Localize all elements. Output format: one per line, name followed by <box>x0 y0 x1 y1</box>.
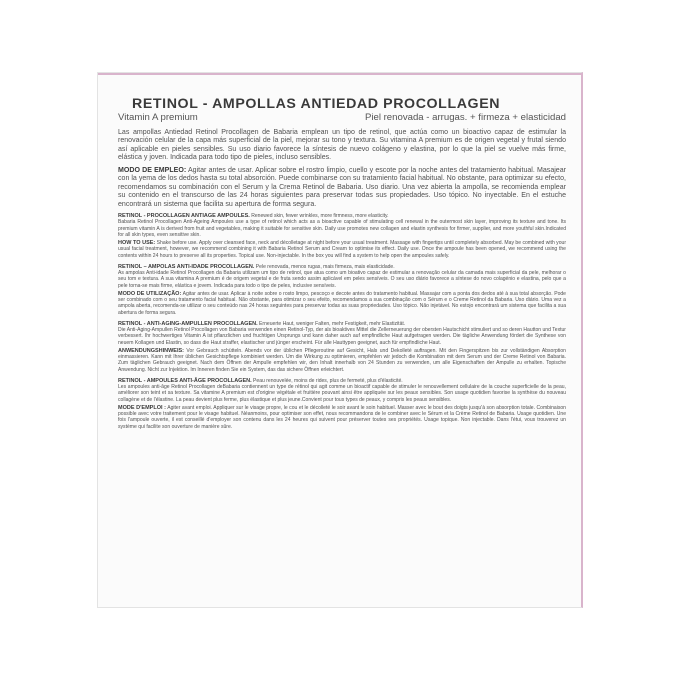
german-usage-heading: ANWENDUNGSHINWEIS: <box>118 347 184 354</box>
french-usage-heading: MODE D'EMPLOI : <box>118 404 166 411</box>
french-intro: Les ampoules anti-âge Retinol Procollagen deBabaria contiennent un type de rétinol qui agit comme un bioactif capable de stimuler le renouvellement cellulaire de la couche superficielle de la peau, améliorer son teint et sa texture. Sa vitamine A premium est d'origine végétale et fruitière pouvant ainsi être appliquée sur les peaux sensibles. Son usage quotidien favorise la synthèse du nouveau collagène et de l'élastine. La peau devient plus ferme, plus élastique et plus jeune.Convient pour tous types de peaux, y compris les peaux sensibles. <box>118 384 566 403</box>
french-usage-text: Agiter avant emploi. Appliquer sur le visage propre, le cou et le décolleté le soir avant le soin habituel. Masser avec le bout des doigts jusqu'à son absorption totale. Combinaison possible avec votre traitement pour le visage habituel. Néanmoins, pour optimiser son effet, nous recommandons de le combiner avec le Sérum et la Crème Retinol de Babaria. Usage quotidien. Une fois l'ampoule ouverte, il est conseillé d'employer son contenu dans les 24 heures qui suivent pour préserver toutes ses propriétés. Usage topique. Non injectable. Dans l'étui, vous trouverez un système qui facilite son ouverture de manière sûre. <box>118 404 566 430</box>
spanish-usage-text: Agitar antes de usar. Aplicar sobre el rostro limpio, cuello y escote por la noche antes del tratamiento habitual. Masajear con la yema de los dedos hasta su total absorción. Puede combinarse con su tratamiento facial habitual. No obstante, para optimizar su efecto, recomendamos su combinación con el Serum y la Crema Retinol de Babaria. Uso diario. Una vez abierta la ampolla, se recomienda emplear su contenido en el transcurso de las 24 horas siguientes para preservar todas sus propiedades. Uso tópico. No inyectable. En el estuche encontrará un sistema que facilita su apertura de forma segura. <box>118 166 566 208</box>
spanish-usage-heading: MODO DE EMPLEO: <box>118 166 187 174</box>
german-heading-title: RETINOL - ANTI-AGING-AMPULLEN PROCOLLAGEN. <box>118 320 258 327</box>
portuguese-heading-text: Pele renovada, menos rugas, mais firmeza, mais elasticidade. <box>254 263 395 270</box>
french-heading-title: RETINOL - AMPOULES ANTI-ÂGE PROCOLLAGEN. <box>118 377 252 384</box>
german-usage <box>118 348 566 373</box>
english-heading-title: RETINOL - PROCOLLAGEN ANTIAGE AMPOULES. <box>118 213 250 220</box>
leaflet-content <box>118 96 566 430</box>
english-usage <box>118 240 566 259</box>
spanish-usage <box>118 167 566 209</box>
german-heading-text: Erneuerte Haut, weniger Falten, mehr Festigkeit, mehr Elastizität. <box>257 320 406 327</box>
product-leaflet <box>97 72 583 608</box>
portuguese-usage <box>118 291 566 316</box>
portuguese-intro: As ampolas Anti-idade Retinol Procollagen da Babaria utilizam um tipo de retinol, que atua como um bioativo capaz de estimular a renovação celular da camada mais superficial da pele, melhorar o seu tom e textura. A sua vitamina A premium é de origem vegetal e de fruta sendo assim aplicável em peles sensíveis. O seu uso diário favorece a síntese do novo colagénio e elastina, pelo que a pele torna-se mais firme, elástica e jovem. Indicada para todo o tipo de peles, inclusive sensíveis. <box>118 270 566 289</box>
page-title: RETINOL - AMPOLLAS ANTIEDAD PROCOLLAGEN <box>132 96 501 112</box>
top-accent-line <box>98 73 581 75</box>
german-intro: Die Anti-Aging-Ampullen Retinol Procollagen von Babaria verwenden einen Retinol-Typ, der als bioaktives Mittel die Zellerneuerung der obersten Hautschicht stimuliert und so deren Hautton und Textur verbessert. Ihr hochwertiges Vitamin A ist pflanzlichen und fruchtigen Ursprungs und kann daher auch auf empfindliche Haut aufgetragen werden. Die tägliche Anwendung fördert die Synthese von neuem Kollagen und Elastin, so dass die Haut straffer, elastischer und jünger erscheint. Für alle Hauttypen geeignet, auch für empfindliche Haut. <box>118 327 566 346</box>
french-usage <box>118 405 566 430</box>
portuguese-heading-title: RETINOL – AMPOLAS ANTI-IDADE PROCOLLAGEN. <box>118 263 255 270</box>
english-heading-text: Renewed skin, fewer wrinkles, more firmness, more elasticity. <box>249 213 389 220</box>
subtitle-left: Vitamin A premium <box>118 112 198 123</box>
portuguese-usage-heading: MODO DE UTILIZAÇÃO: <box>118 290 182 297</box>
german-usage-text: Vor Gebrauch schütteln. Abends vor der üblichen Pflegeroutine auf Gesicht, Hals und Dekolleté auftragen. Mit den Fingerspitzen bis zur vollständigen Absorption einmassieren. Kann mit Ihrer üblichen Gesichtspflege kombiniert werden. Um die Wirkung zu optimieren, empfehlen wir jedoch die Kombination mit dem Serum und der Creme Retinol von Babaria. Zum täglichen Gebrauch geeignet. Nach dem Öffnen der Ampulle empfehlen wir, den Inhalt innerhalb von 24 Stunden zu verwenden, um alle Eigenschaften der Ampulle zu erhalten. Topische Anwendung. Nicht zur Injektion. Im Inneren finden Sie ein System, das das sichere Öffnen erleichtert. <box>118 347 566 373</box>
english-usage-heading: HOW TO USE: <box>118 240 156 247</box>
spanish-intro: Las ampollas Antiedad Retinol Procollagen de Babaria emplean un tipo de retinol, que actúa como un bioactivo capaz de estimular la renovación celular de la capa más superficial de la piel, mejorar su tono y textura. Su vitamina A premium es de origen vegetal y frutal siendo así aplicable en pieles sensibles. Su uso diario favorece la síntesis de nuevo colágeno y elastina, por lo que la piel se vuelve más firme, elástica y joven. Indicada para todo tipo de pieles, incluso sensibles. <box>118 129 566 162</box>
english-usage-text: Shake before use. Apply over cleansed face, neck and décolletage at night before your usual treatment. Massage with fingertips until completely absorbed. May be combined with your usual facial treatment, however, we recommend combining it with Babaria Retinol Serum and Cream to optimise its effect. Daily use. Once the ampoule has been opened, we recommend using the contents within 24 hours to preserve all its properties. Topical use. Non-injectable. In the box you will find a system to help open the ampoules safely. <box>118 240 566 259</box>
english-intro: Babaria Retinol Procollagen Anti-Ageing Ampoules use a type of retinol which acts as a bioactive capable of stimulating cell renewal in the outermost skin layer, improving its texture and tone. Its premium vitamin A is derived from fruit and vegetables, making it suitable for sensitive skin. Daily use promotes new collagen and elastin synthesis for firmer, supplier, and more youthful skin.Indicated for all skin types, even sensitive skin. <box>118 219 566 238</box>
subtitle-right: Piel renovada - arrugas. + firmeza + elasticidad <box>364 112 566 123</box>
french-heading-text: Peau renouvelée, moins de rides, plus de fermeté, plus d'élasticité. <box>251 377 403 384</box>
portuguese-usage-text: Agitar antes de usar. Aplicar à noite sobre o rosto limpo, pescoço e decote antes do tratamento habitual. Massajar com a ponta dos dedos até à sua total absorção. Pode ser combinado com o seu tratamento facial habitual. Não obstante, para otimizar o seu efeito, recomendamos a sua combinação com o Sérum e o Creme Retinol da Babaria. Uso diário. Uma vez a ampola aberta, recomenda-se utilizar o seu conteúdo nas 24 horas seguintes para preservar todas as suas propriedades. Uso tópico. Não injetável. No estojo encontrará um sistema que facilita a sua abertura de forma segura. <box>118 290 566 316</box>
subtitle-row <box>118 112 566 123</box>
